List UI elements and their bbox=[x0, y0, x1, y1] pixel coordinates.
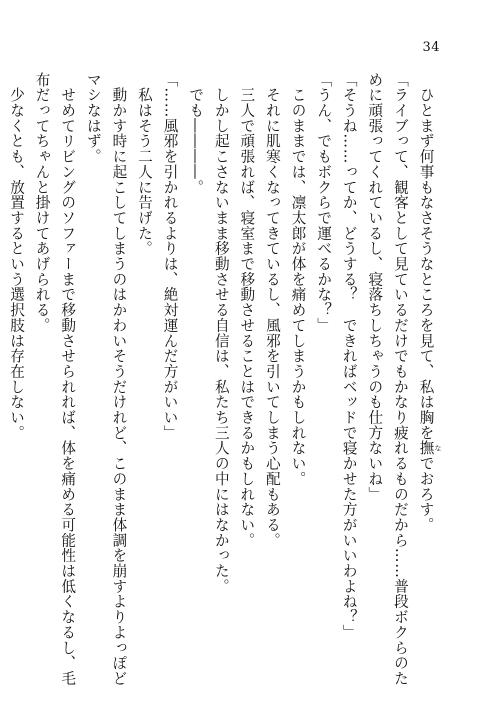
text-line: 少なくとも、放置するという選択肢は存在しない。 bbox=[8, 72, 25, 441]
text-line: めに頑張ってくれているし、寝落ちしちゃうのも仕方ないね」 bbox=[366, 72, 384, 502]
text-line: 布だってちゃんと掛けてあげられる。 bbox=[33, 72, 51, 333]
text-line: 「そうね……ってか、どうする？ できればベッドで寝かせた方がいいわよね？」 bbox=[340, 72, 358, 640]
text-line: しかし起こさないまま移動させる自信は、私たち三人の中にはなかった。 bbox=[212, 72, 230, 594]
text-line: マシなはず。 bbox=[84, 72, 102, 165]
text-line: 「……風邪を引かれるよりは、絶対運んだ方がいい」 bbox=[161, 72, 179, 441]
text-line: でも――――。 bbox=[187, 72, 205, 195]
page-number: 34 bbox=[422, 40, 440, 55]
text-line: 動かす時に起こしてしまうのはかわいそうだけれど、このまま体調を崩すよりよっぽど bbox=[110, 72, 128, 686]
text-line: せめてリビングのソファーまで移動させられれば、体を痛める可能性は低くなるし、毛 bbox=[59, 72, 77, 686]
text-line: 「ライブって、観客として見ているだけでもかなり疲れるものだから……普段ボクらのた bbox=[391, 72, 409, 686]
text-line: それに肌寒くなってきているし、風邪を引いてしまう心配もある。 bbox=[263, 72, 281, 548]
vertical-text-body bbox=[3, 72, 442, 686]
text-line: 三人で頑張れば、寝室まで移動させることはできるかもしれない。 bbox=[238, 72, 256, 548]
text-line: 「うん、でもボクらで運べるかな？」 bbox=[315, 72, 333, 333]
text-line: 私はそう二人に告げた。 bbox=[135, 72, 153, 257]
text-line: このままでは、凛太郎が体を痛めてしまうかもしれない。 bbox=[289, 72, 307, 487]
text-line: ひとまず何事もなさそうなところを見て、私は胸を撫 なでおろす。 bbox=[417, 72, 442, 533]
ruby-annotation: 撫 な bbox=[417, 440, 442, 456]
